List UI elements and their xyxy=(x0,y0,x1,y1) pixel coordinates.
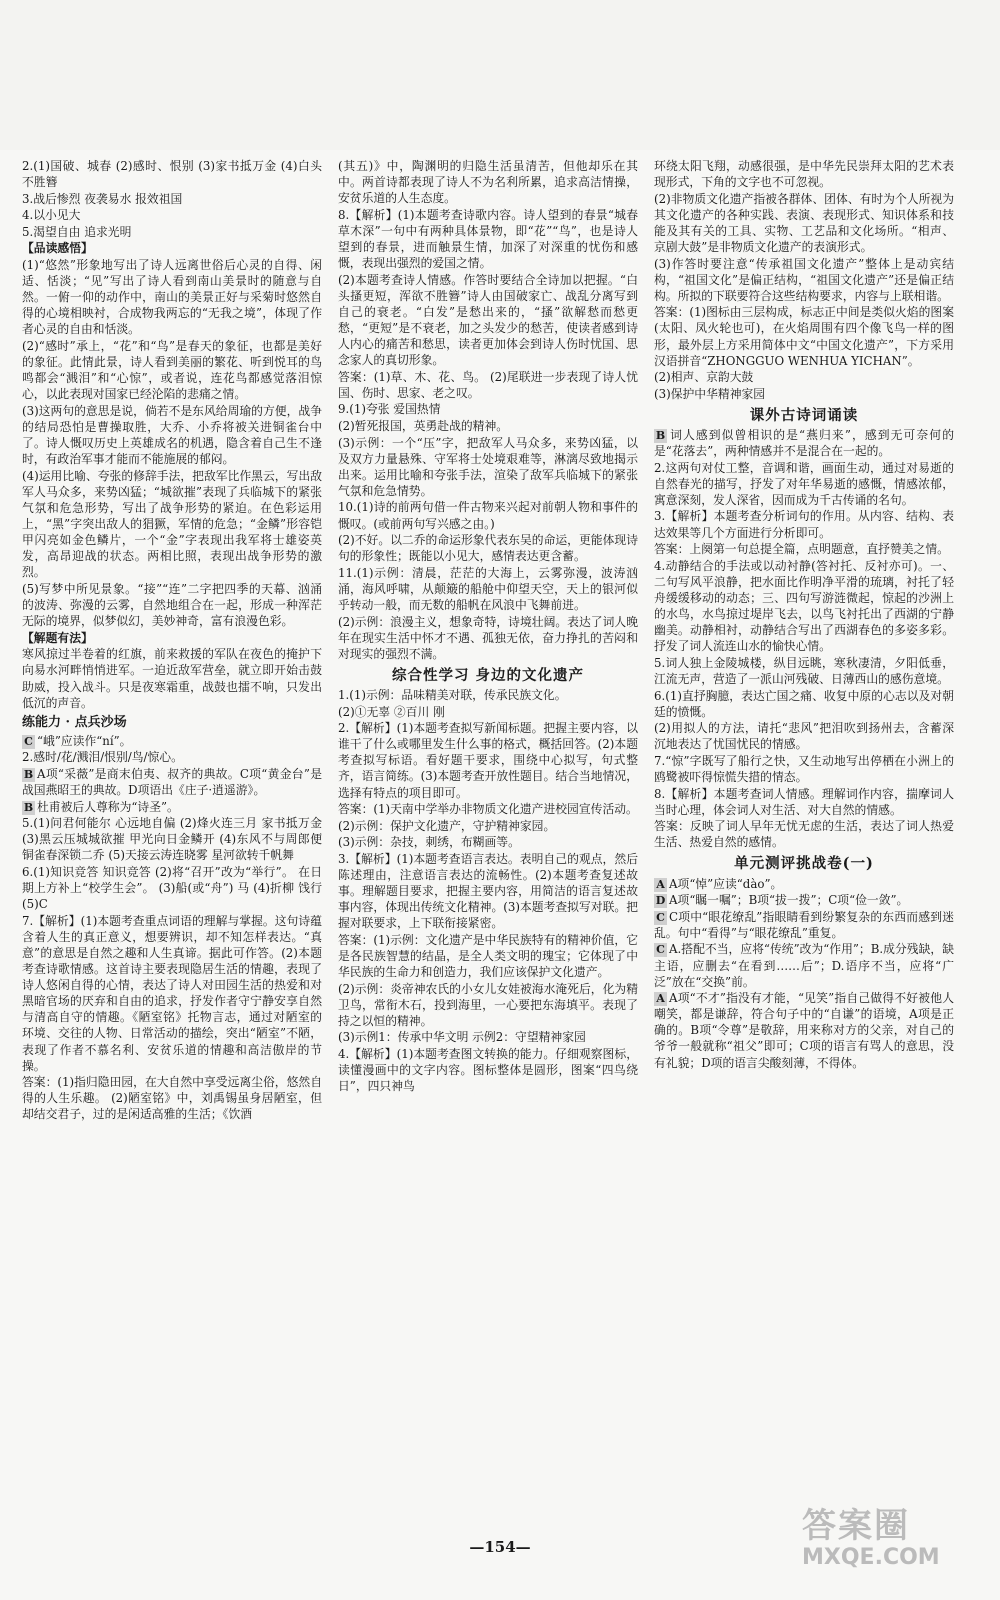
answer-paragraph: 7.【解析】(1)本题考查重点词语的理解与掌握。这句诗蕴含着人生的真正意义，想要辨识，却不知怎样表达。“真意”的意思是自然之趣和人生真谛。据此可作答。(2)本题考查诗歌情感。这首诗主要表现隐居生活的情趣，表现了诗人悠闲自得的心情，表达了诗人对田园生活的热爱和对黑暗官场的厌弃和自由的追求，抒发作者守宁静安享自然与清高自守的情趣。《陋室铭》托物言志，通过对陋室的环境、交往的人物、日常活动的描绘，突出“陋室”不陋，表现了作者不慕名利、安贫乐道的情趣和高洁傲岸的节操。 xyxy=(22,913,322,1073)
answer-paragraph: (2)暂死报国，英勇赴战的精神。 xyxy=(338,419,509,433)
answer-paragraph: 6.(1)知识竞答 知识竞答 (2)将“召开”改为“举行”。 在日期上方补上“校学生会”。 (3)船(或“舟”) 马 (4)折柳 饯行 (5)C xyxy=(22,865,322,912)
answer-paragraph: 答案：(1)天南中学举办非物质文化遗产进校园宣传活动。 xyxy=(338,802,638,817)
answer-item xyxy=(654,892,954,908)
watermark-url: MXQE.COM xyxy=(802,1545,940,1570)
answer-paragraph: (2)本题考查诗人情感。作答时要结合全诗加以把握。“白头搔更短，浑欲不胜簪”诗人由国破家亡、战乱分离写到自己的衰老。“白发”是愁出来的，“搔”欲解愁而愁更愁，“更短”是不衰老，加之头发少的愁苦，使读者感到诗人内心的痛苦和愁思，读者更加体会到诗人伤时忧国、思念家人的真切形象。 xyxy=(338,272,638,368)
answer-paragraph: 答案：(1)图标由三层构成，标志正中间是类似火焰的图案(太阳、凤火轮也可)，在火焰周围有四个像飞鸟一样的图形，最外层上方采用简体中文“中国文化遗产”，下方采用汉语拼音“ZHONGGUO WENHUA YICHAN”。 xyxy=(654,305,954,368)
answer-paragraph: (2)示例：保护文化遗产，守护精神家园。 xyxy=(338,818,556,833)
answer-paragraph: (4)运用比喻、夸张的修辞手法，把敌军比作黑云，写出敌军人马众多，来势凶猛；“城欲摧”表现了兵临城下的紧张气氛和危急形势，写出了战争形势的紧迫。在色彩运用上，“黑”字突出敌人的猖獗，军情的危急；“金鳞”形容铠甲闪亮如金色鳞片，一个“金”字表现出我军将士雄姿英发，高昂迎战的状态。两相比照，表现出战争形势的激烈。 xyxy=(22,468,322,580)
answer-item xyxy=(22,799,322,815)
answer-paragraph: (3)作答时要注意“传承祖国文化遗产”整体上是动宾结构，“祖国文化”是偏正结构，“祖国文化遗产”还是偏正结构。所拟的下联要符合这些结构要求，内容与上联相谐。 xyxy=(654,256,954,303)
answer-paragraph: (2)不好。以二乔的命运形象代表东吴的命运，更能体现诗句的形象性；既能以小见大，感情表达更含蓄。 xyxy=(338,533,638,564)
answer-paragraph: 答案：(1)草、木、花、鸟。 (2)尾联进一步表现了诗人忧国、伤时、思家、老之叹。 xyxy=(338,369,638,400)
answer-paragraph: (3)示例1：传承中华文明 示例2：守望精神家园 xyxy=(338,1030,586,1045)
top-margin xyxy=(0,0,1000,150)
answer-paragraph: (3)保护中华精神家园 xyxy=(654,386,766,401)
answer-item xyxy=(654,427,954,459)
answer-paragraph: (2)示例：炎帝神农氏的小女儿女娃被海水淹死后，化为精卫鸟，常衔木石，投到海里，一心要把东海填平。表现了持之以恒的精神。 xyxy=(338,981,638,1028)
answer-text: 词人感到似曾相识的是“燕归来”，感到无可奈何的是“花落去”，两种情感并不是混合在一起的。 xyxy=(654,428,954,459)
answer-paragraph: (3)示例：杂技，刺绣，布糊画等。 xyxy=(338,835,520,850)
answer-paragraph: 2.这两句对仗工整，音调和谐，画面生动，通过对易逝的自然春光的描写，抒发了对年华易逝的感慨，情感浓郁，寓意深刻，发人深省，因而成为千古传诵的名句。 xyxy=(654,460,954,507)
choice-badge: B xyxy=(655,429,666,442)
answer-paragraph: 3.战后惨烈 夜袭易水 报效祖国 xyxy=(22,191,183,206)
answer-paragraph: (2)“感时”承上，“花”和“鸟”是春天的象征，也都是美好的象征。此情此景，诗人看到美丽的繁花、听到悦耳的鸟鸣都会“溅泪”和“心惊”，或者说，连花鸟都感觉落泪惊心，以此表现对国家已经沦陷的悲痛之情。 xyxy=(22,339,322,402)
choice-badge: C xyxy=(654,911,667,925)
answer-paragraph: 9.(1)夸张 爱国热情 xyxy=(338,402,441,417)
answer-paragraph: 4.以小见大 xyxy=(22,208,81,223)
answer-paragraph: 答案：(1)指归隐田园，在大自然中享受远离尘俗，悠然自得的人生乐趣。 (2)陋室铭》中，刘禹锡虽身居陋室，但却结交君子，过的是闲适高雅的生活；《饮酒 xyxy=(22,1075,322,1122)
choice-badge: D xyxy=(655,894,666,908)
section-heading: 单元测评挑战卷(一) xyxy=(734,855,874,873)
answer-item xyxy=(654,876,954,892)
watermark-title: 答案圈 xyxy=(802,1506,910,1546)
answer-text: C项中“眼花缭乱”指眼睛看到纷繁复杂的东西而感到迷乱。句中“看得”与“眼花缭乱”重复。 xyxy=(654,909,954,940)
answer-item xyxy=(654,909,954,941)
answer-paragraph: 1.(1)示例：品味精美对联，传承民族文化。 xyxy=(338,688,567,702)
answer-text: A.搭配不当，应将“传统”改为“作用”；B.成分残缺，缺主语，应删去“在看到……后”；D.语序不当，应将“广泛”放在“交换”前。 xyxy=(654,942,954,989)
answer-text: A项“悼”应读“dào”。 xyxy=(669,876,783,891)
answer-paragraph: 答案：反映了词人早年无忧无虑的生活，表达了词人热爱生活、热爱自然的感情。 xyxy=(654,819,954,850)
answer-text: A项“采薇”是商末伯夷、叔齐的典故。C项“黄金台”是战国燕昭王的典故。D项语出《庄子·逍遥游》。 xyxy=(22,766,322,798)
choice-badge: B xyxy=(23,767,34,781)
answer-paragraph: 6.(1)直抒胸臆，表达亡国之痛、收复中原的心志以及对朝廷的愤慨。 xyxy=(654,688,954,719)
answer-paragraph: (其五)》中，陶渊明的归隐生活虽清苦，但他却乐在其中。两首诗都表现了诗人不为名利所累，追求高洁情操，安贫乐道的人生态度。 xyxy=(338,159,638,206)
choice-badge: C xyxy=(22,735,35,749)
answer-paragraph: (3)这两句的意思是说，倘若不是东风给周瑜的方便，战争的结局恐怕是曹操取胜，大乔、小乔将被关进铜雀台中了。诗人慨叹历史上英雄成名的机遇，隐含着自己生不逢时，有政治军事才能而不能施展的郁闷。 xyxy=(22,403,322,467)
answer-item xyxy=(654,990,954,1070)
watermark-logo xyxy=(802,1498,982,1588)
answer-paragraph: (1)“悠然”形象地写出了诗人远离世俗后心灵的自得、闲适、恬淡；“见”写出了诗人看到南山美景时的随意与自然。一俯一仰的动作中，南山的美景正好与采菊时悠然自得的心境相映衬，合成物我两忘的“无我之境”，体现了作者心灵的自由和恬淡。 xyxy=(22,258,322,337)
answer-paragraph: (3)示例：一个“压”字，把敌军人马众多，来势凶猛，以及双方力量悬殊、守军将士处境艰难等，淋漓尽致地揭示出来。运用比喻和夸张手法，渲染了敌军兵临城下的紧张气氛和危急情势。 xyxy=(338,435,638,498)
answer-paragraph: (2)用拟人的方法，请托“悲风”把泪吹到扬州去，含蓄深沉地表达了忧国忧民的情感。 xyxy=(654,721,954,752)
section-heading: 课外古诗词诵读 xyxy=(749,406,859,424)
section-tag: 【品读感悟】 xyxy=(22,241,93,256)
answer-paragraph: 2.【解析】(1)本题考查拟写新闻标题。把握主要内容，以谁干了什么或哪里发生什么事的格式，概括回答。(2)本题考查拟写标语。看好题干要求，围绕中心拟写，句式整齐，语言简练。(3)本题考查开放性题目。结合当地情况，选择有特点的项目即可。 xyxy=(338,721,638,800)
answer-paragraph: 3.【解析】本题考查分析词句的作用。从内容、结构、表达效果等几个方面进行分析即可。 xyxy=(654,509,954,540)
answer-paragraph: (5)写梦中所见景象。“接”“连”二字把四季的天幕、汹涌的波涛、弥漫的云雾，自然地组合在一起，形成一种浑茫无际的境界，似梦似幻，美妙神奇，富有浪漫色彩。 xyxy=(22,581,322,629)
answer-paragraph: (2)①无辜 ②百川 刚 xyxy=(338,704,445,719)
choice-badge: C xyxy=(654,943,667,957)
column-left xyxy=(22,158,322,1538)
answer-paragraph: 3.【解析】(1)本题考查语言表达。表明自己的观点，然后陈述理由，注意语言表达的流畅性。(2)本题考查复述故事。理解题目要求，把握主要内容，用简洁的语言复述故事内容，体现出传统文化精神。(3)本题考查拟写对联。把握对联要求，上下联衔接紧密。 xyxy=(338,851,638,931)
column-right xyxy=(654,158,954,1538)
answer-paragraph: 10.(1)诗的前两句借一件古物来兴起对前朝人物和事件的慨叹。(或前两句写兴感之由。) xyxy=(338,500,638,531)
answer-text: A项“瞩一嘱”；B项“拔一拨”；C项“俭一敛”。 xyxy=(669,893,909,908)
answer-paragraph: 2.(1)国破、城春 (2)感时、恨别 (3)家书抵万金 (4)白头不胜簪 xyxy=(22,159,322,190)
page-number: —154— xyxy=(469,1538,531,1556)
answer-item xyxy=(654,941,954,989)
answer-paragraph: 4.【解析】(1)本题考查图文转换的能力。仔细观察图标，读懂漫画中的文字内容。图标整体是圆形，图案“四鸟绕日”，四只神鸟 xyxy=(338,1047,638,1094)
section-tag: 【解题有法】 xyxy=(22,630,93,645)
answer-paragraph: (2)非物质文化遗产指被各群体、团体、有时为个人所视为其文化遗产的各种实践、表演、表现形式、知识体系和技能及其有关的工具、实物、工艺品和文化场所。“相声、京剧大鼓”是非物质文化遗产的表演形式。 xyxy=(654,191,954,254)
answer-paragraph: 8.【解析】(1)本题考查诗歌内容。诗人望到的春景“城春草木深”一句中有两种具体景物，即“花”“鸟”，也是诗人望到的春景，进而触景生情，加深了对深重的忧伤和感慨，表现出强烈的爱国之情。 xyxy=(338,207,638,271)
answer-paragraph: 答案：(1)示例：文化遗产是中华民族特有的精神价值，它是各民族智慧的结晶，是全人类文明的瑰宝；它体现了中华民族的生命力和创造力，我们应该保护文化遗产。 xyxy=(338,932,638,980)
answer-text: A项“不才”指没有才能，“见笑”指自己做得不好被他人嘲笑，都是谦辞，符合句子中的“自谦”的语境，A项是正确的。B项“令尊”是敬辞，用来称对方的父亲，对自己的爷爷一般就称“祖父”即可；C项的语言有骂人的意思，没有礼貌；D项的语言尖酸刻薄，不得体。 xyxy=(654,991,954,1070)
answer-paragraph: 2.感时/花/溅泪/恨别/鸟/惊心。 xyxy=(22,750,183,765)
choice-badge: A xyxy=(654,878,667,892)
answer-paragraph: (2)相声、京韵大鼓 xyxy=(654,370,754,385)
choice-badge: B xyxy=(23,800,34,814)
answer-paragraph: 8.【解析】本题考查词人情感。理解词作内容，揣摩词人当时心理，体会词人对生活、对大自然的情感。 xyxy=(654,786,954,817)
answer-paragraph: 7.“惊”字既写了船行之快，又生动地写出停栖在小洲上的鸥鹭被吓得惊慌失措的情态。 xyxy=(654,753,954,784)
answer-paragraph: (2)示例：浪漫主义，想象奇特，诗境壮阔。表达了词人晚年在现实生活中怀才不遇、孤独无依，奋力挣扎的苦闷和对现实的强烈不满。 xyxy=(338,614,638,661)
answer-item xyxy=(22,733,322,749)
answer-paragraph: 5.渴望自由 追求光明 xyxy=(22,224,132,239)
choice-badge: A xyxy=(654,992,667,1006)
answer-paragraph: 5.(1)问君何能尔 心远地自偏 (2)烽火连三月 家书抵万金 (3)黑云压城城欲摧 甲光向日金鳞开 (4)东风不与周郎便 铜雀春深锁二乔 (5)天接云涛连晓雾 星河欲转千帆舞 xyxy=(22,816,322,863)
answer-text: “峨”应读作“ní”。 xyxy=(37,733,132,748)
answer-item xyxy=(22,766,322,798)
answer-paragraph: 答案：上阕第一句总提全篇，点明题意，直抒赞美之情。 xyxy=(654,542,949,557)
answer-paragraph: 环绕太阳飞翔，动感很强，是中华先民崇拜太阳的艺术表现形式，下角的文字也不可忽视。 xyxy=(654,159,954,190)
section-subheading: 练能力 · 点兵沙场 xyxy=(22,714,127,730)
answer-paragraph: 5.词人独上金陵城楼，纵目远眺，寒秋凄清，夕阳低垂，江流无声，营造了一派山河残破、日薄西山的感伤意境。 xyxy=(654,655,954,686)
column-middle xyxy=(338,158,638,1538)
section-heading: 综合性学习 身边的文化遗产 xyxy=(391,666,585,684)
answer-text: 杜甫被后人尊称为“诗圣”。 xyxy=(37,799,179,814)
answer-paragraph: 11.(1)示例：清晨，茫茫的大海上，云雾弥漫，波涛汹涌，海风呼啸，从颠簸的船舱中仰望天空，天上的银河似乎转动一般，而无数的船帆在风浪中飞舞前进。 xyxy=(338,565,638,613)
answer-paragraph: 4.动静结合的手法或以动衬静(答衬托、反衬亦可)。一、二句写风平浪静，把水面比作明净平滑的琉璃，衬托了轻舟缓缓移动的动态；三、四句写游涟微起，惊起的沙洲上的水鸟，水鸟掠过堤岸飞去，以鸟飞衬托出了西湖的宁静幽美。动静相衬，动静结合写出了西湖春色的多姿多彩。抒发了词人流连山水的愉快心情。 xyxy=(654,558,954,654)
answer-paragraph: 寒风掠过半卷着的红旗，前来救援的军队在夜色的掩护下向易水河畔悄悄进军。一迫近敌军营垒，就立即开始击鼓助威，投入战斗。只是夜寒霜重，战鼓也擂不响，只发出低沉的声音。 xyxy=(22,647,322,710)
